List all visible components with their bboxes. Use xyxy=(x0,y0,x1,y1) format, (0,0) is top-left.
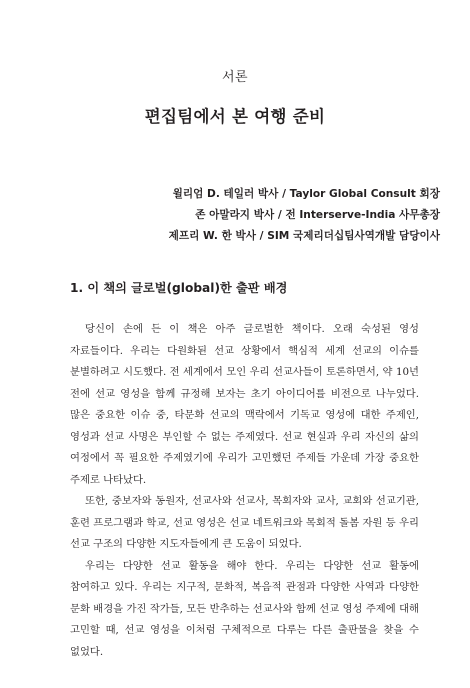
author-line: 윌리엄 D. 테일러 박사 / Taylor Global Consult 회장 xyxy=(172,188,440,200)
author-line: 제프리 W. 한 박사 / SIM 국제리더십팀사역개발 담당이사 xyxy=(168,230,440,242)
paragraph: 우리는 다양한 선교 활동을 해야 한다. 우리는 다양한 선교 활동에 참여하고 있다. 우리는 지구적, 문화적, 복음적 관점과 다양한 사역과 다양한 문화 배경을 가진 작가들, 모든 반추하는 선교사와 함께 선교 영성 주제에 대해 고민할 때, 선교 영성을 이처럼 구체적으로 다루는 다른 출판물을 찾을 수 없었다. xyxy=(70,559,419,658)
author-line: 존 아말라지 박사 / 전 Interserve-India 사무총장 xyxy=(195,209,440,221)
author-list xyxy=(169,184,440,247)
page-title: 편집팀에서 본 여행 준비 xyxy=(144,107,326,126)
section-heading: 1. 이 책의 글로벌(global)한 출판 배경 xyxy=(70,281,288,295)
paragraph: 또한, 중보자와 동원자, 선교사와 선교사, 목회자와 교사, 교회와 선교기관, 훈련 프로그램과 학교, 선교 영성은 선교 네트워크와 목회적 돌봄 자원 등 우리 선교 구조의 다양한 지도자들에게 큰 도움이 되었다. xyxy=(70,495,419,550)
body-text xyxy=(70,319,419,663)
section-label: 서론 xyxy=(221,70,249,85)
paragraph: 당신이 손에 든 이 책은 아주 글로벌한 책이다. 오래 숙성된 영성 자료들이다. 우리는 다원화된 선교 상황에서 핵심적 세계 선교의 이슈를 분별하려고 시도했다. 전 세계에서 모인 우리 선교사들이 토론하면서, 약 10년 전에 선교 영성을 함께 규정해 보자는 초기 아이디어를 비전으로 나누었다. 많은 중요한 이슈 중, 타문화 선교의 맥락에서 기독교 영성에 대한 주제인, 영성과 선교 사명은 부인할 수 없는 주제였다. 선교 현실과 우리 자신의 삶의 여정에서 꼭 필요한 주제였기에 우리가 고민했던 주제들 가운데 가장 중요한 주제로 나타났다. xyxy=(70,323,419,486)
